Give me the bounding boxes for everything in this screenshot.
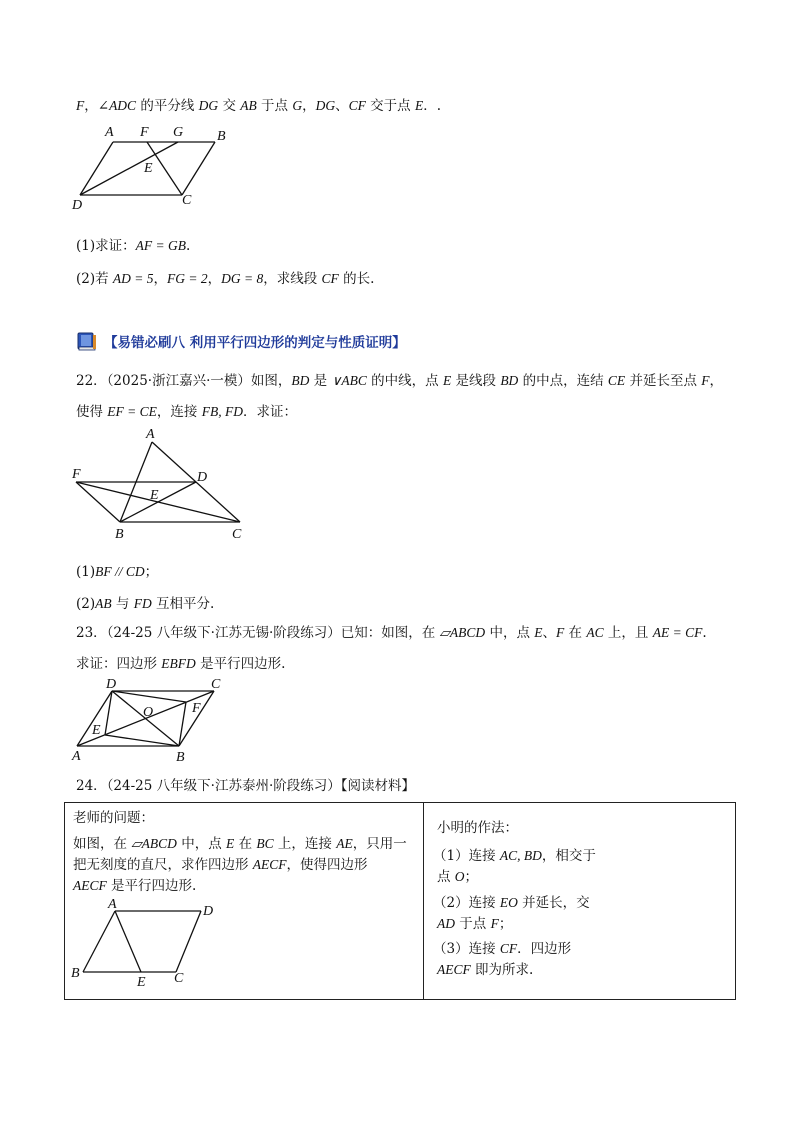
label-c: C xyxy=(174,971,184,986)
label-f: F xyxy=(140,125,149,140)
label-d: D xyxy=(106,677,117,692)
teacher-title: 老师的问题： xyxy=(73,810,154,826)
label-e: E xyxy=(150,488,159,503)
label-a: A xyxy=(72,749,81,764)
section-title: 【易错必刷八 利用平行四边形的判定与性质证明】 xyxy=(104,335,406,351)
teacher-line1: 如图，在 ▱ABCD 中，点 E 在 BC 上，连接 AE，只用一 xyxy=(73,836,407,852)
q22-line2: 使得 EF = CE，连接 FB, FD．求证： xyxy=(76,404,297,420)
xiaoming-step3b: AECF 即为所求. xyxy=(437,962,534,978)
book-icon xyxy=(76,330,98,352)
segment-ae xyxy=(115,911,141,972)
xiaoming-step1b: 点 O； xyxy=(437,869,479,885)
segment-ba xyxy=(83,911,115,972)
q23-line1: 23．（24-25 八年级下·江苏无锡·阶段练习）已知：如图，在 ▱ABCD 中，点 E、F 在 AC 上，且 AE = CF. xyxy=(76,625,707,641)
label-e: E xyxy=(144,161,153,176)
label-b: B xyxy=(176,750,185,765)
section-header xyxy=(76,330,406,352)
label-b: B xyxy=(217,129,226,144)
label-d: D xyxy=(72,198,83,213)
label-a: A xyxy=(146,427,155,442)
teacher-line2: 把无刻度的直尺，求作四边形 AECF，使得四边形 xyxy=(73,857,368,873)
segment-bc xyxy=(182,142,215,195)
label-e: E xyxy=(137,975,146,990)
q24-reading-table xyxy=(64,802,736,1000)
label-c: C xyxy=(182,193,192,208)
label-o: O xyxy=(143,705,154,720)
q22-line1: 22．（2025·浙江嘉兴·一模）如图，BD 是 ∨ABC 的中线，点 E 是线段 BD 的中点，连结 CE 并延长至点 F， xyxy=(76,373,724,389)
q22-part2: (2)AB 与 FD 互相平分. xyxy=(76,596,215,612)
label-c: C xyxy=(232,527,242,542)
label-e: E xyxy=(92,723,101,738)
q23-parallelogram-figure xyxy=(64,676,234,776)
label-d: D xyxy=(197,470,208,485)
teacher-line3: AECF 是平行四边形. xyxy=(73,878,197,894)
label-b: B xyxy=(115,527,124,542)
label-b: B xyxy=(71,966,80,981)
segment-dc xyxy=(176,911,201,972)
q22-triangle-figure xyxy=(60,426,260,546)
label-c: C xyxy=(211,677,221,692)
label-g: G xyxy=(173,125,184,140)
segment-da xyxy=(80,142,113,195)
xiaoming-step2a: （2）连接 EO 并延长，交 xyxy=(433,895,590,911)
q22-part1: (1)BF // CD； xyxy=(76,564,159,580)
q24-line1: 24．（24-25 八年级下·江苏泰州·阶段练习）【阅读材料】 xyxy=(76,778,415,794)
label-d: D xyxy=(203,904,214,919)
q21-part2: (2)若 AD = 5，FG = 2，DG = 8，求线段 CF 的长. xyxy=(76,271,375,287)
label-a: A xyxy=(105,125,114,140)
q21-parallelogram-figure xyxy=(60,118,250,218)
q24-parallelogram-figure xyxy=(65,895,245,995)
xiaoming-step2b: AD 于点 F； xyxy=(437,916,513,932)
xiaoming-step1a: （1）连接 AC, BD，相交于 xyxy=(433,848,596,864)
q21-part1: (1)求证：AF = GB. xyxy=(76,238,191,254)
table-divider xyxy=(423,803,424,999)
q23-line2: 求证：四边形 EBFD 是平行四边形. xyxy=(76,656,286,672)
label-f: F xyxy=(192,701,201,716)
segment-dg xyxy=(80,142,178,195)
q21-line1: F，∠ADC 的平分线 DG 交 AB 于点 G，DG、CF 交于点 E．. xyxy=(76,98,441,114)
xiaoming-step3a: （3）连接 CF．四边形 xyxy=(433,941,572,957)
label-a: A xyxy=(108,897,117,912)
xiaoming-title: 小明的作法： xyxy=(437,820,518,836)
segment-cb xyxy=(179,691,214,746)
label-f: F xyxy=(72,467,81,482)
